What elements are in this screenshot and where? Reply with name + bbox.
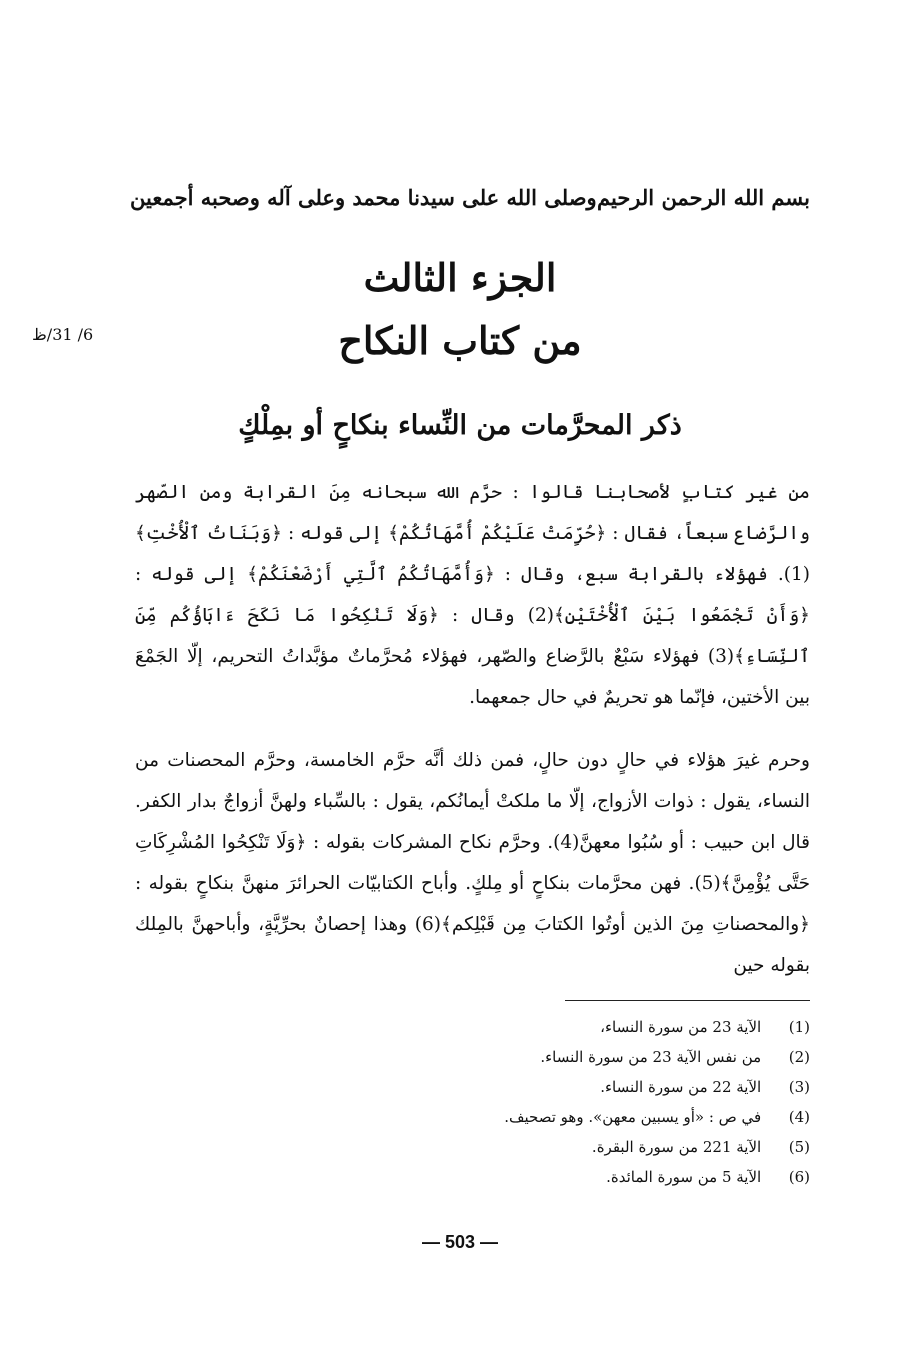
footnote-text: الآية 5 من سورة المائدة. — [606, 1168, 762, 1186]
footnote-number: (5) — [788, 1138, 810, 1156]
body-paragraph-2: وحرم غيرَ هؤلاء في حالٍ دون حالٍ، فمن ذلك أنَّه حرَّم الخامسة، وحرَّم المحصنات من النساء، يقول : ذوات الأزواج، إلّا ما ملكتْ أيمانُكم، يقول : بالسِّباء ولهنَّ أزواجٌ بدار الكفر. قال ابن حبيب : أو سُبُوا معهنَّ(4). وحرَّم نكاح المشركات بقوله : ﴿وَلَا تَنْكِحُوا المُشْرِكَاتِ حَتَّى يُؤْمِنَّ﴾(5). فهن محرَّمات بنكاحٍ أو مِلكٍ. وأباح الكتابيّات الحرائرَ منهنَّ بنكاحٍ بقوله : ﴿والمحصناتِ مِنَ الذين أوتُوا الكتابَ مِن قَبْلِكم﴾(6) وهذا إحصانٌ بحرِّيَّةٍ، وأباحهنَّ بالمِلك بقوله حين — [135, 750, 811, 976]
footnote-text: الآية 221 من سورة البقرة. — [591, 1138, 762, 1156]
part-title: الجزء الثالث — [363, 255, 557, 300]
footnote-text: في ص : «أو يسبين معهن». وهو تصحيف. — [504, 1108, 762, 1126]
footnote-separator — [565, 1000, 810, 1001]
basmala-right: بسم الله الرحمن الرحيم — [597, 185, 810, 210]
footnote-number: (6) — [788, 1168, 810, 1186]
page-number: — 503 — — [421, 1232, 499, 1252]
footnote-3 — [380, 1072, 810, 1102]
body-paragraph-1: من غير كتابٍ لأصحابنا قالوا : حرَّم الله سبحانه مِنَ القرابة ومن الصّهر والرَّضاع سبعاً، فقال : ﴿حُرِّمَتْ عَلَيْكُمْ أُمَّهَاتُكُمْ﴾ إلى قوله : ﴿وَبَنَاتُ ٱلْأُخْتِ﴾(1). فهؤلاء بالقرابة سبع، وقال : ﴿وَأُمَّهَاتُكُمُ ٱلَّتِي أَرْضَعْنَكُمْ﴾ إلى قوله : ﴿وَأَنْ تَجْمَعُوا بَيْنَ ٱلْأُخْتَيْنِ﴾(2) وقال : ﴿وَلَا تَنْكِحُوا مَا نَكَحَ ءَابَاؤُكُم مِّنَ ٱلنِّسَاءِ﴾(3) فهؤلاء سَبْعٌ بالرَّضاع والصّهر، فهؤلاء مُحرَّماتٌ مؤبَّداتُ التحريم، إلّا الجَمْعَ بين الأختين، فإنّما هو تحريمٌ في حال جمعهما. — [135, 482, 810, 708]
footnote-4 — [380, 1102, 810, 1132]
basmala-left: وصلى الله على سيدنا محمد وعلى آله وصحبه أجمعين — [130, 185, 597, 210]
footnote-text: الآية 23 من سورة النساء، — [600, 1018, 762, 1036]
footnote-number: (4) — [788, 1108, 810, 1126]
marginal-note: 6/ 31/ظ — [32, 325, 94, 344]
footnote-5 — [380, 1132, 810, 1162]
footnote-text: من نفس الآية 23 من سورة النساء. — [540, 1048, 762, 1066]
section-title: ذكر المحرَّمات من النِّساء بنكاحٍ أو بمِلْكٍ — [238, 410, 682, 441]
footnote-2 — [380, 1042, 810, 1072]
book-title: من كتاب النكاح — [338, 318, 582, 363]
footnote-1 — [380, 1012, 810, 1042]
footnote-number: (2) — [788, 1048, 810, 1066]
footnote-text: الآية 22 من سورة النساء. — [600, 1078, 762, 1096]
footnotes — [380, 1012, 810, 1192]
footnote-number: (3) — [788, 1078, 810, 1096]
footnote-number: (1) — [788, 1018, 810, 1036]
footnote-6 — [380, 1162, 810, 1192]
